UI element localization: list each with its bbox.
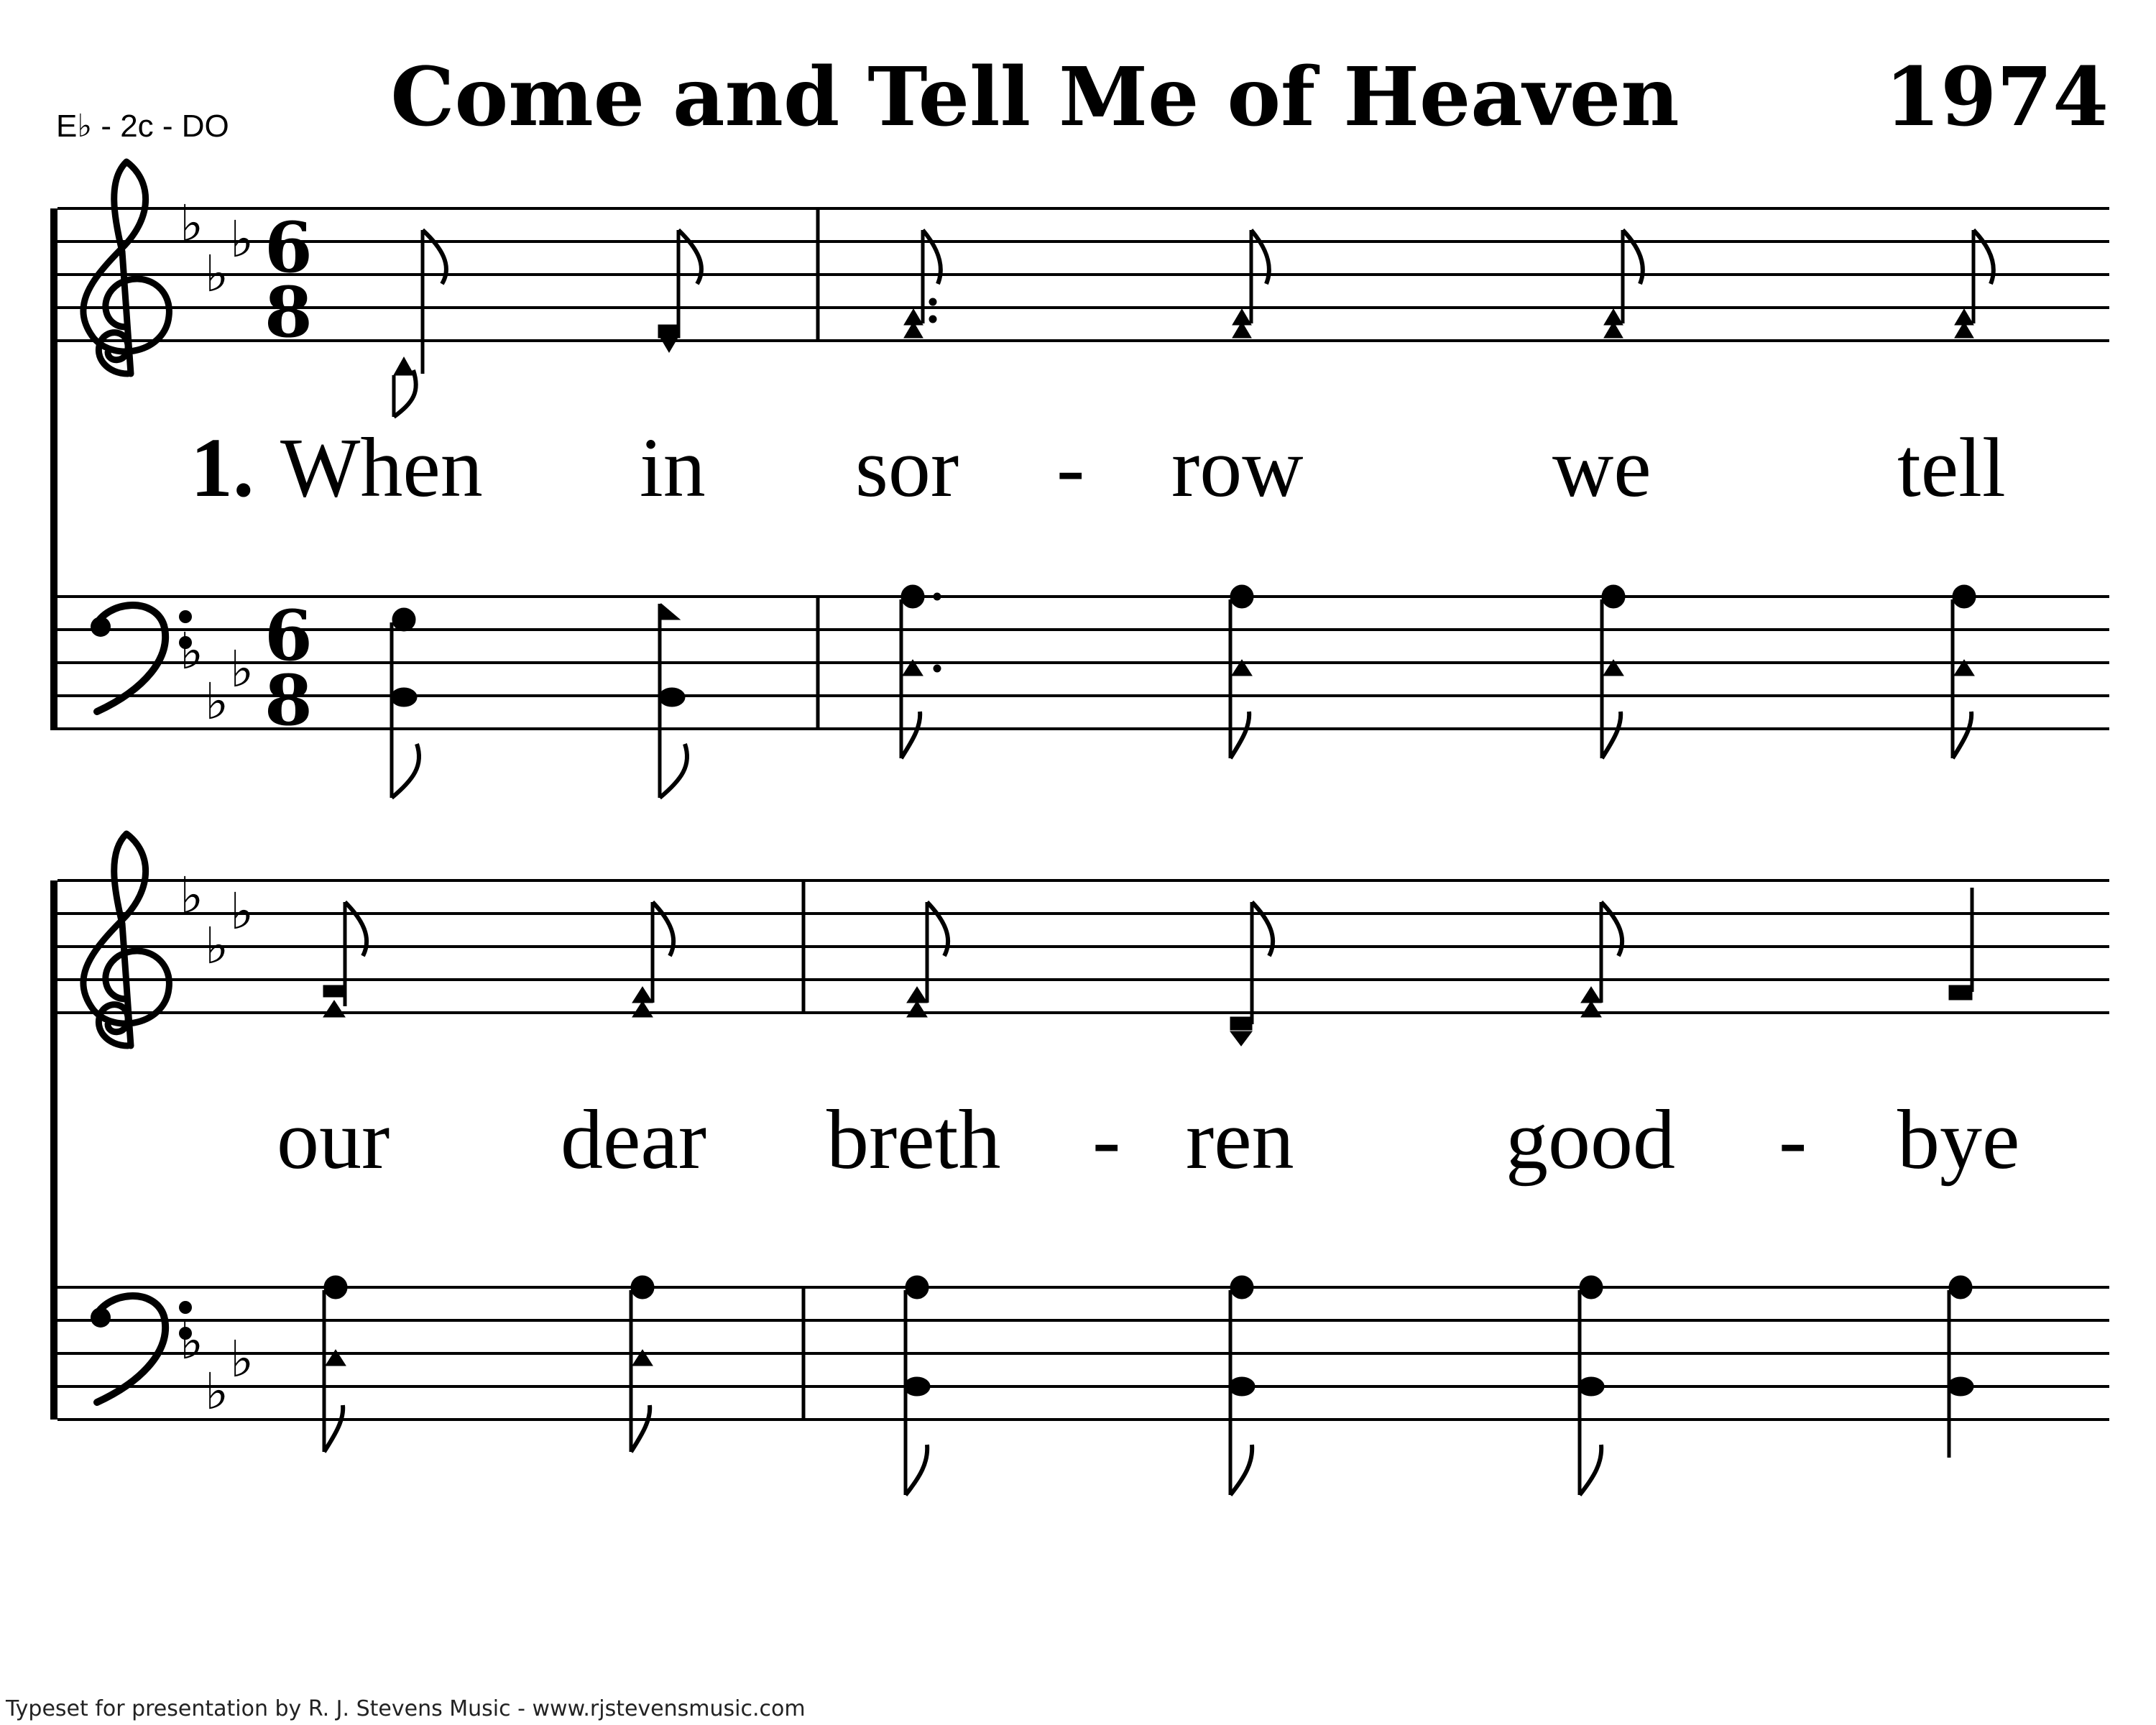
- treble-clef-icon: [83, 834, 170, 1046]
- treble-clef-icon: [83, 162, 170, 374]
- time-signature-top: 6: [264, 595, 313, 676]
- svg-text:♭: ♭: [205, 1362, 229, 1421]
- svg-text:♭: ♭: [180, 1312, 204, 1371]
- treble-staff: [57, 208, 2109, 341]
- lyric-syllable: dear: [561, 1092, 707, 1187]
- lyric-syllable: in: [640, 420, 706, 515]
- lyric-syllable: When: [280, 420, 483, 515]
- key-signature-flats-icon: [180, 866, 254, 975]
- lyric-syllable: our: [277, 1092, 390, 1187]
- key-signature-flats-icon: [180, 1312, 254, 1421]
- svg-text:♭: ♭: [205, 916, 229, 975]
- verse-number: 1.: [190, 420, 254, 515]
- lyric-syllable: good: [1506, 1092, 1675, 1187]
- footer-credit: Typeset for presentation by R. J. Stevens Music - www.rjstevensmusic.com: [6, 1696, 806, 1721]
- lyric-syllable: breth: [826, 1092, 1001, 1187]
- lyric-syllable: tell: [1897, 420, 2006, 515]
- svg-text:♭: ♭: [180, 866, 204, 925]
- lyric-syllable: sor: [855, 420, 959, 515]
- time-signature-bottom: 8: [264, 272, 313, 353]
- song-number: 1974: [1884, 50, 2109, 144]
- bass-staff: [57, 1287, 2109, 1420]
- svg-text:♭: ♭: [230, 210, 254, 269]
- lyric-syllable: ren: [1186, 1092, 1294, 1187]
- system-bracket: [50, 208, 57, 730]
- key-label: E♭ - 2c - DO: [56, 109, 229, 144]
- key-signature-flats-icon: [180, 194, 254, 303]
- bass-staff: [57, 597, 2109, 729]
- svg-text:♭: ♭: [230, 640, 254, 699]
- bass-notes: [391, 585, 1976, 798]
- svg-text:♭: ♭: [180, 194, 204, 253]
- treble-notes: [323, 888, 1972, 1046]
- note-head: [394, 357, 414, 375]
- time-signature-bottom: 8: [264, 660, 313, 741]
- lyric-syllable: we: [1552, 420, 1651, 515]
- svg-text:♭: ♭: [230, 882, 254, 941]
- treble-notes: [394, 230, 1994, 417]
- svg-text:♭: ♭: [180, 622, 204, 681]
- system-bracket: [50, 880, 57, 1420]
- lyric-syllable: bye: [1897, 1092, 2020, 1187]
- system-1: [50, 162, 2109, 798]
- system-2: [50, 834, 2109, 1495]
- svg-text:♭: ♭: [205, 244, 229, 303]
- song-title: Come and Tell Me of Heaven: [390, 50, 1680, 144]
- lyric-hyphen: -: [1092, 1092, 1121, 1187]
- key-signature-flats-icon: [180, 622, 254, 731]
- svg-text:♭: ♭: [205, 672, 229, 731]
- lyric-hyphen: -: [1056, 420, 1085, 515]
- lyric-syllable: row: [1171, 420, 1304, 515]
- time-signature-top: 6: [264, 207, 313, 288]
- lyric-hyphen: -: [1779, 1092, 1807, 1187]
- svg-text:♭: ♭: [230, 1330, 254, 1389]
